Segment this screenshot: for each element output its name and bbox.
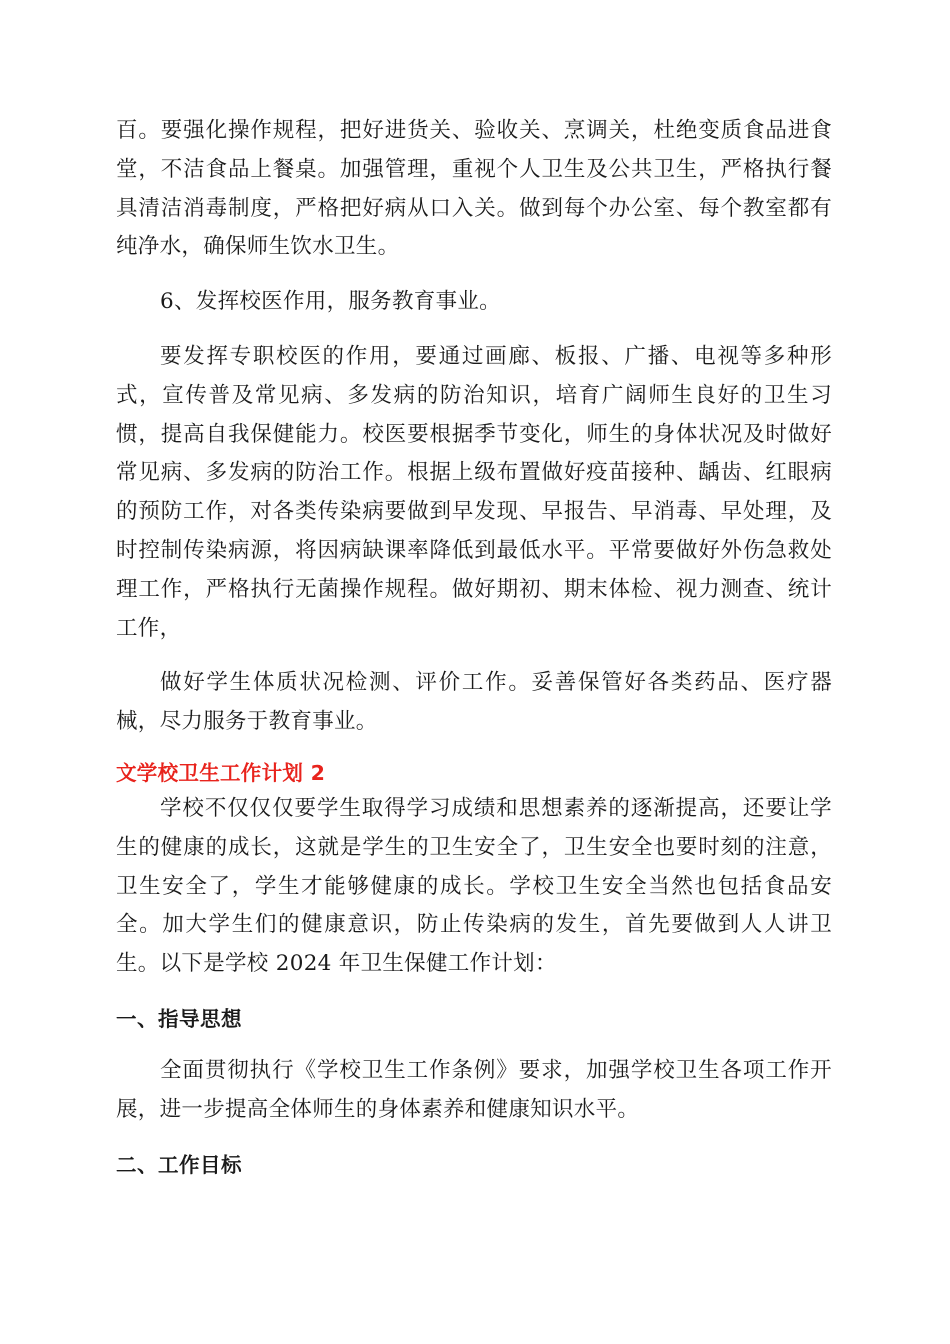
paragraph-health-monitoring: 做好学生体质状况检测、评价工作。妥善保管好各类药品、医疗器械，尽力服务于教育事业。 [116,670,832,735]
section-title-plan-2: 文学校卫生工作计划 2 [116,760,326,785]
paragraph-school-doctor-role: 要发挥专职校医的作用，要通过画廊、板报、广播、电视等多种形式，宣传普及常见病、多发病的防治知识，培育广阔师生良好的卫生习惯，提高自我保健能力。校医要根据季节变化，师生的身体状况及时做好常见病、多发病的防治工作。根据上级布置做好疫苗接种、龋齿、红眼病的预防工作，对各类传染病要做到早发现、早报告、早消毒、早处理，及时控制传染病源，将因病缺课率降低到最低水平。平常要做好外伤急救处理工作，严格执行无菌操作规程。做好期初、期末体检、视力测查、统计工作， [116,343,832,641]
paragraph-guiding-ideology: 全面贯彻执行《学校卫生工作条例》要求，加强学校卫生各项工作开展，进一步提高全体师生的身体素养和健康知识水平。 [116,1057,832,1122]
document-page [116,112,832,1182]
heading-work-goals: 二、工作目标 [116,1152,242,1177]
paragraph-plan-2-intro: 学校不仅仅仅要学生取得学习成绩和思想素养的逐渐提高，还要让学生的健康的成长，这就是学生的卫生安全了，卫生安全也要时刻的注意，卫生安全了，学生才能够健康的成长。学校卫生安全当然也包括食品安全。加大学生们的健康意识，防止传染病的发生，首先要做到人人讲卫生。以下是学校 2024 年卫生保健工作计划： [116,795,832,977]
heading-guiding-ideology: 一、指导思想 [116,1006,242,1031]
paragraph-canteen-hygiene: 百。要强化操作规程，把好进货关、验收关、烹调关，杜绝变质食品进食堂，不洁食品上餐桌。加强管理，重视个人卫生及公共卫生，严格执行餐具清洁消毒制度，严格把好病从口入关。做到每个办公室、每个教室都有纯净水，确保师生饮水卫生。 [116,118,832,260]
item-6-school-doctor: 6、发挥校医作用，服务教育事业。 [160,289,501,315]
